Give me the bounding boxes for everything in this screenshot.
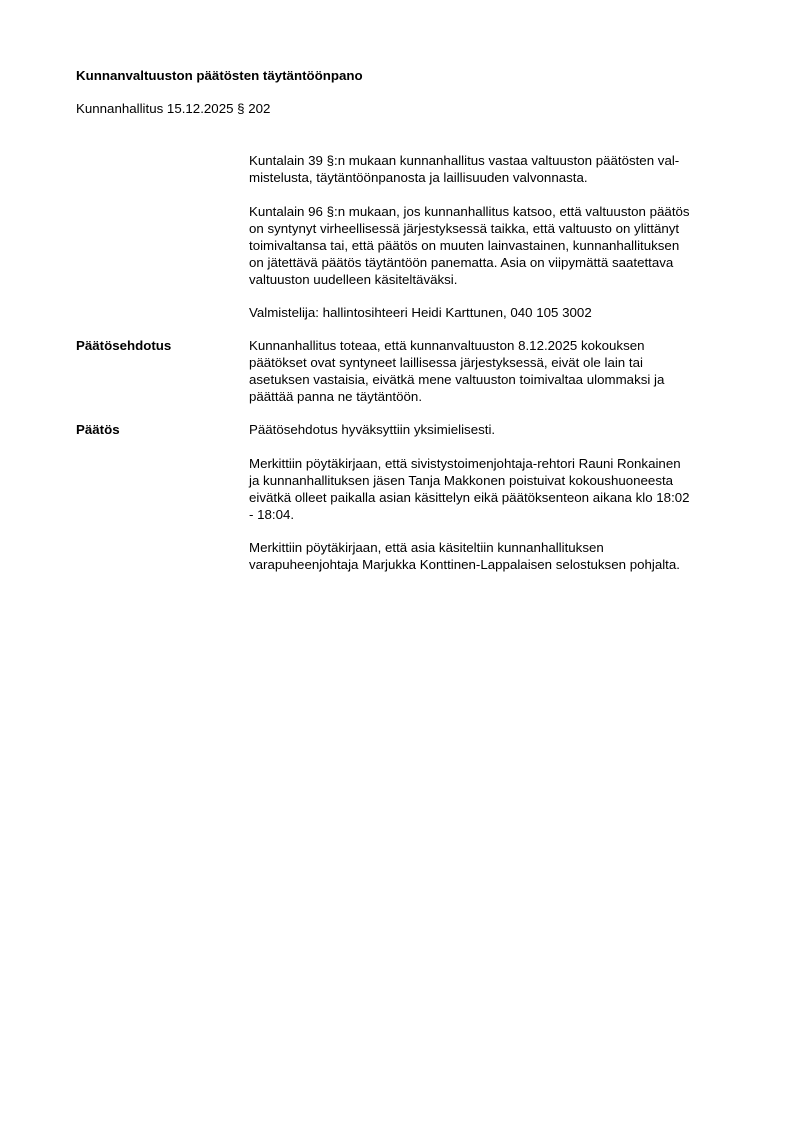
text-line: päätökset ovat syntyneet laillisessa järjestyksessä, eivät ole lain tai — [249, 355, 643, 370]
meeting-reference: Kunnanhallitus 15.12.2025 § 202 — [76, 101, 271, 116]
text-line: valtuuston uudelleen käsiteltäväksi. — [249, 272, 458, 287]
decision-statement: Päätösehdotus hyväksyttiin yksimielisesti. — [249, 422, 496, 437]
preparation-paragraph-1 — [249, 152, 741, 186]
proposal-label: Päätösehdotus — [76, 338, 172, 353]
text-line: Merkittiin pöytäkirjaan, että sivistystoimenjohtaja-rehtori Rauni Ronkainen — [249, 456, 681, 471]
text-line: on syntynyt virheellisessä järjestyksessä taikka, että valtuusto on ylittänyt — [249, 221, 680, 236]
preparer-line — [249, 304, 741, 321]
text-line: ja kunnanhallituksen jäsen Tanja Makkonen poistuivat kokoushuoneesta — [249, 473, 674, 488]
text-line: Kuntalain 96 §:n mukaan, jos kunnanhallitus katsoo, että valtuuston päätös — [249, 204, 690, 219]
text-line: Kuntalain 39 §:n mukaan kunnanhallitus vastaa valtuuston päätösten val- — [249, 153, 680, 168]
text-line: päättää panna ne täytäntöön. — [249, 389, 423, 404]
text-line: on jätettävä päätös täytäntöön panematta. Asia on viipymättä saatettava — [249, 255, 674, 270]
text-line: mistelusta, täytäntöönpanosta ja laillisuuden valvonnasta. — [249, 170, 588, 185]
proposal-text — [249, 337, 741, 405]
text-line: varapuheenjohtaja Marjukka Konttinen-Lappalaisen selostuksen pohjalta. — [249, 557, 680, 572]
decision-note-1 — [249, 455, 741, 523]
text-line: Merkittiin pöytäkirjaan, että asia käsiteltiin kunnanhallituksen — [249, 540, 604, 555]
preparation-paragraph-2 — [249, 203, 741, 288]
decision-label: Päätös — [76, 422, 120, 437]
document-title: Kunnanvaltuuston päätösten täytäntöönpano — [76, 68, 363, 83]
decision-note-2 — [249, 539, 741, 573]
decision-text — [249, 421, 741, 438]
text-line: eivätkä olleet paikalla asian käsittelyn eikä päätöksenteon aikana klo 18:02 — [249, 490, 690, 505]
text-line: - 18:04. — [249, 507, 295, 522]
text-line: asetuksen vastaisia, eivätkä mene valtuuston toimivaltaa ulommaksi ja — [249, 372, 665, 387]
text-line: toimivaltansa tai, että päätös on muuten lainvastainen, kunnanhallituksen — [249, 238, 680, 253]
text-line: Kunnanhallitus toteaa, että kunnanvaltuuston 8.12.2025 kokouksen — [249, 338, 645, 353]
preparer-text: Valmistelija: hallintosihteeri Heidi Karttunen, 040 105 3002 — [249, 305, 592, 320]
